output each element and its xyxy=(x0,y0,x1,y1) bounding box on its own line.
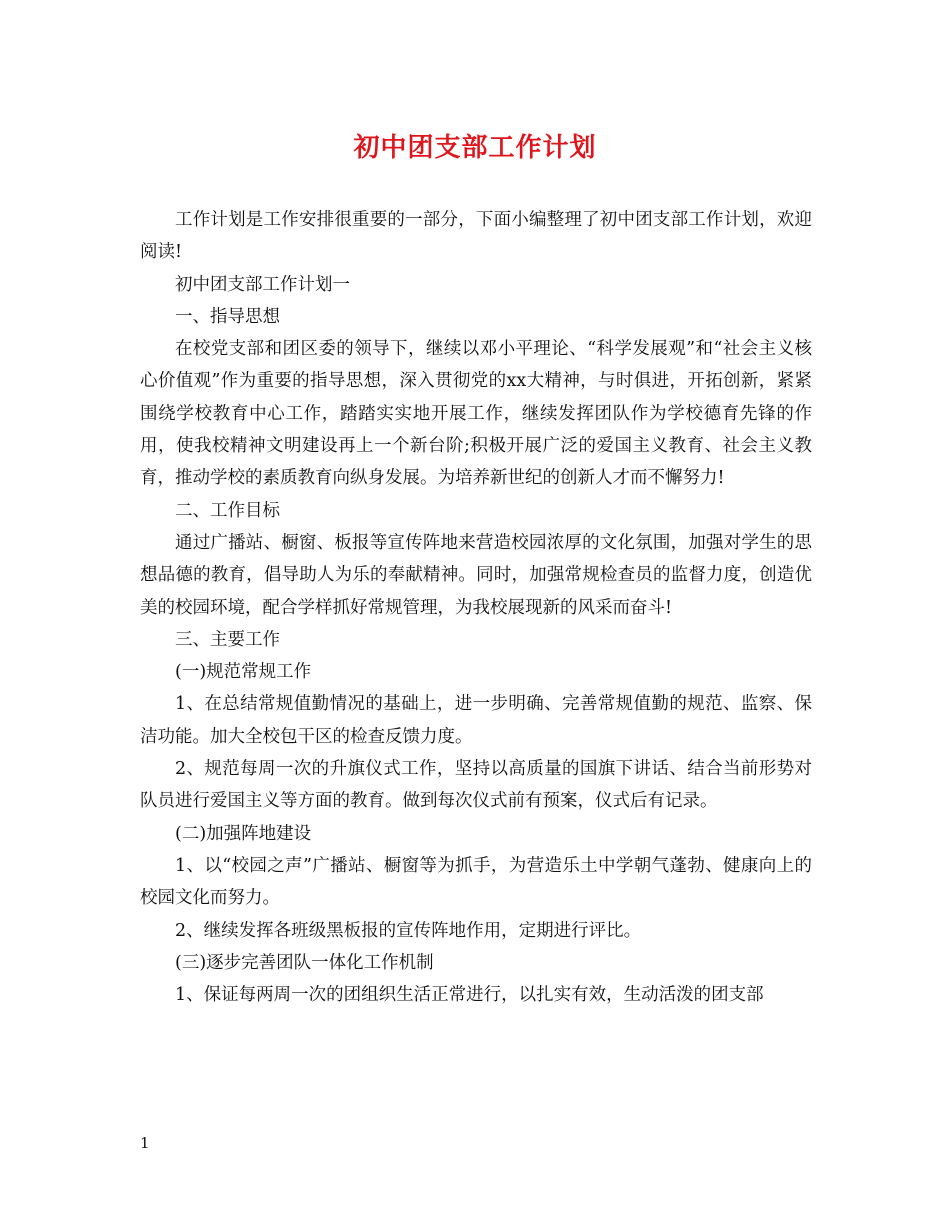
guiding-thought-paragraph: 在校党支部和团区委的领导下，继续以邓小平理论、“科学发展观”和“社会主义核心价值观”作为重要的指导思想，深入贯彻党的xx大精神，与时俱进，开拓创新，紧紧围绕学校教育中心工作，踏踏实实地开展工作，继续发挥团队作为学校德育先锋的作用，使我校精神文明建设再上一个新台阶;积极开展广泛的爱国主义教育、社会主义教育，推动学校的素质教育向纵身发展。为培养新世纪的创新人才而不懈努力! xyxy=(140,339,812,489)
document-title: 初中团支部工作计划 xyxy=(353,133,597,163)
section-heading-guiding-thought: 一、指导思想 xyxy=(175,306,280,327)
subsection-heading-position-building: (二)加强阵地建设 xyxy=(175,823,312,844)
subsection-heading-integration-mechanism: (三)逐步完善团队一体化工作机制 xyxy=(175,952,434,973)
section-heading-work-goals: 二、工作目标 xyxy=(175,500,280,521)
page-number: 1 xyxy=(140,1134,150,1152)
plan-subtitle: 初中团支部工作计划一 xyxy=(175,274,350,295)
routine-work-item-1: 1、在总结常规值勤情况的基础上，进一步明确、完善常规值勤的规范、监察、保洁功能。加大全校包干区的检查反馈力度。 xyxy=(140,694,812,747)
document-body xyxy=(140,204,812,1011)
work-goals-paragraph: 通过广播站、橱窗、板报等宣传阵地来营造校园浓厚的文化氛围，加强对学生的思想品德的教育，倡导助人为乐的奉献精神。同时，加强常规检查员的监督力度，创造优美的校园环境，配合学样抓好常规管理，为我校展现新的风采而奋斗! xyxy=(140,532,812,618)
routine-work-item-2: 2、规范每周一次的升旗仪式工作，坚持以高质量的国旗下讲话、结合当前形势对队员进行爱国主义等方面的教育。做到每次仪式前有预案，仪式后有记录。 xyxy=(140,759,812,812)
integration-mechanism-item-1: 1、保证每两周一次的团组织生活正常进行，以扎实有效，生动活泼的团支部 xyxy=(175,985,764,1006)
section-heading-main-work: 三、主要工作 xyxy=(175,629,280,650)
subsection-heading-routine-work: (一)规范常规工作 xyxy=(175,662,312,683)
intro-paragraph: 工作计划是工作安排很重要的一部分，下面小编整理了初中团支部工作计划，欢迎阅读! xyxy=(140,210,812,263)
position-building-item-2: 2、继续发挥各班级黑板报的宣传阵地作用，定期进行评比。 xyxy=(175,920,642,941)
position-building-item-1: 1、以“校园之声”广播站、橱窗等为抓手，为营造乐土中学朝气蓬勃、健康向上的校园文化而努力。 xyxy=(140,855,812,909)
